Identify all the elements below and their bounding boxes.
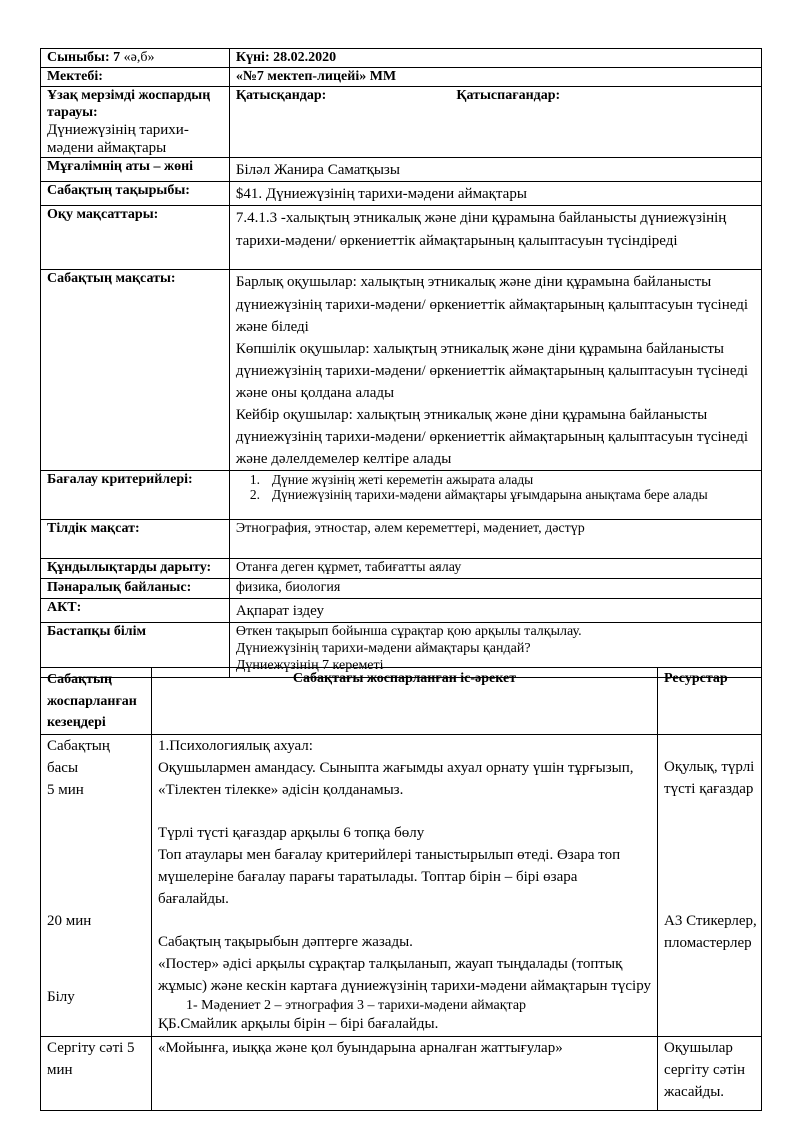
teacher-value: Біләл Жанира Саматқызы <box>229 158 761 182</box>
date-cell <box>229 49 761 68</box>
lesson-plan-table <box>40 667 762 1111</box>
ict-label: АКТ: <box>41 598 230 622</box>
school-value: «№7 мектеп-лицейі» ММ <box>229 68 761 87</box>
objectives-value: 7.4.1.3 -халықтың этникалық және діни құрамына байланысты дүниежүзінің тарихи-мәдени/ өркениеттік аймақтарының қалыптасуын түсіндіреді <box>229 206 761 270</box>
stage-time-2: 20 мин <box>47 913 92 930</box>
activity-text: Оқушылармен амандасу. Сыныпта жағымды ахуал орнату үшін тұрғызып, «Тілектен тілекке» әдісін қолданамыз. <box>157 759 634 798</box>
prior-line: Дүниежүзінің 7 кереметі <box>235 657 384 673</box>
stage-intro-cell <box>41 735 152 1037</box>
goal-most: Көпшілік оқушылар: халықтың этникалық және діни құрамына байланысты дүниежүзінің тарихи-мәдени/ өркениеттік аймақтарының қалыптасуын түсінеді және оны қолдана алады <box>235 340 748 401</box>
col-resources-header: Ресурстар <box>658 668 762 735</box>
activity-text: 1- Мәдениет 2 – этнография 3 – тарихи-мәдени аймақтар <box>185 997 527 1013</box>
activity-text: Сабақтың тақырыбын дәптерге жазады. <box>157 934 413 951</box>
absent-label: Қатыспағандар: <box>456 87 561 103</box>
lesson-info-table <box>40 48 762 678</box>
activity-intro-cell <box>151 735 657 1037</box>
class-label: Сыныбы: 7 <box>47 50 121 65</box>
topic-value: $41. Дүниежүзінің тарихи-мәдени аймақтары <box>229 182 761 206</box>
values-label: Құндылықтарды дарыту: <box>41 558 230 578</box>
present-label: Қатысқандар: <box>235 87 327 103</box>
goal-all: Барлық оқушылар: халықтың этникалық және діни құрамына байланысты дүниежүзінің тарихи-мәдени/ өркениеттік аймақтарының қалыптасуын түсінеді және біледі <box>235 274 748 335</box>
crosscurr-value: физика, биология <box>229 578 761 598</box>
resources-text: А3 Стикерлер, пломастерлер <box>664 913 757 951</box>
activity-text: ҚБ.Смайлик арқылы бірін – бірі бағалайды. <box>157 1016 439 1033</box>
language-label: Тілдік мақсат: <box>41 519 230 558</box>
stage-line: басы <box>47 759 79 776</box>
criteria-item: 1. Дүние жүзінің жеті кереметін ажырата алады <box>249 471 534 487</box>
goals-label: Сабақтың мақсаты: <box>41 270 230 470</box>
stage-line: 5 мин <box>47 781 84 798</box>
prior-line: Өткен тақырып бойынша сұрақтар қою арқылы талқылау. <box>235 623 582 639</box>
goal-some: Кейбір оқушылар: халықтың этникалық және діни құрамына байланысты дүниежүзінің тарихи-мәдени/ өркениеттік аймақтарының қалыптасуын түсінеді және дәлелдемелер келтіре алады <box>235 406 748 467</box>
resources-break-cell: Оқушылар сергіту сәтін жасайды. <box>658 1037 762 1111</box>
criteria-cell <box>229 470 761 519</box>
topic-label: Сабақтың тақырыбы: <box>41 182 230 206</box>
date-label: Күні: <box>235 50 270 65</box>
teacher-label: Мұғалімнің аты – жөні <box>41 158 230 182</box>
attendance-cell <box>229 86 761 158</box>
plan-section-cell <box>41 86 230 158</box>
col-activity-header: Сабақтағы жоспарланған іс-әрекет <box>151 668 657 735</box>
activity-text: «Постер» әдісі арқылы сұрақтар талқыланып, жауап тыңдалады (топтық жұмыс) және кескін картаға дүниежүзінің тарихи-мәдени аймақтарын түсіру <box>157 956 651 994</box>
resources-text: Оқулық, түрлі түсті қағаздар <box>664 759 755 797</box>
date-value: 28.02.2020 <box>269 50 337 65</box>
stage-break-cell: Сергіту сәті 5 мин <box>41 1037 152 1111</box>
resources-intro-cell <box>658 735 762 1037</box>
activity-text: Түрлі түсті қағаздар арқылы 6 топқа бөлу <box>157 825 425 842</box>
objectives-label: Оқу мақсаттары: <box>41 206 230 270</box>
prior-label: Бастапқы білім <box>41 622 230 677</box>
criteria-label: Бағалау критерийлері: <box>41 470 230 519</box>
class-cell <box>41 49 230 68</box>
ict-value: Ақпарат іздеу <box>229 598 761 622</box>
col-stage-header: Сабақтың жоспарланған кезеңдері <box>41 668 152 735</box>
goals-cell <box>229 270 761 470</box>
prior-line: Дүниежүзінің тарихи-мәдени аймақтары қандай? <box>235 640 531 656</box>
stage-bottom: Білу <box>47 989 75 1006</box>
criteria-list <box>236 472 755 503</box>
activity-text: Топ атаулары мен бағалау критерийлері таныстырылып өтеді. Өзара топ мүшелеріне бағалау парағы таратылады. Топтар бірін – бірі өзара бағалайды. <box>157 847 621 907</box>
plan-section-label: Ұзақ мерзімді жоспардың тарауы: <box>47 87 211 120</box>
language-value: Этнография, этностар, әлем кереметтері, мәдениет, дәстүр <box>229 519 761 558</box>
stage-line: Сабақтың <box>47 738 110 755</box>
plan-section-value: Дүниежүзінің тарихи-мәдени аймақтары <box>47 122 189 157</box>
activity-text: 1.Психологиялық ахуал: <box>157 738 313 755</box>
activity-break-cell: «Мойынға, иыққа және қол буындарына арналған жаттығулар» <box>151 1037 657 1111</box>
school-label: Мектебі: <box>41 68 230 87</box>
values-value: Отанға деген құрмет, табиғатты аялау <box>229 558 761 578</box>
class-value: «ә,б» <box>120 50 155 65</box>
crosscurr-label: Пәнаралық байланыс: <box>41 578 230 598</box>
criteria-item: 2. Дүниежүзінің тарихи-мәдени аймақтары ұғымдарына анықтама бере алады <box>249 487 708 503</box>
